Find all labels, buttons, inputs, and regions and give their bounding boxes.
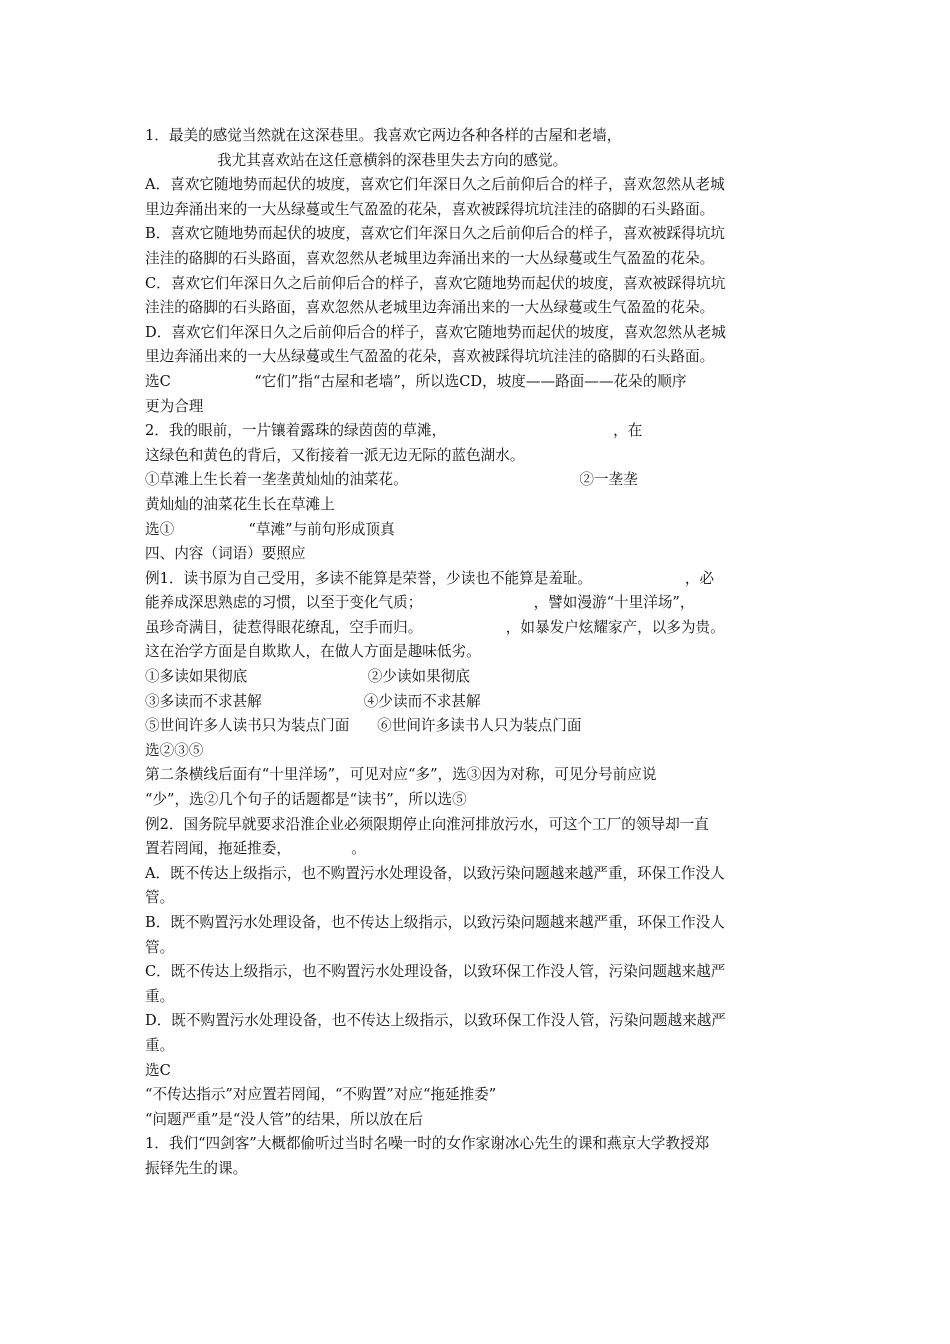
text-line: 我尤其喜欢站在这任意横斜的深巷里失去方向的感觉。 bbox=[217, 151, 568, 169]
text-line: 能养成深思熟虑的习惯，以至于变化气质； ，譬如漫游“十里洋场”， bbox=[145, 594, 695, 612]
text-line: 例2．国务院早就要求沿淮企业必须限期停止向淮河排放污水，可这个工厂的领导却一直 bbox=[145, 815, 709, 833]
text-line: ⑤世间许多人读书只为装点门面 ⑥世间许多读书人只为装点门面 bbox=[145, 717, 582, 735]
text-line: 选C bbox=[145, 1061, 171, 1079]
text-line: 选① “草滩”与前句形成顶真 bbox=[145, 520, 395, 538]
text-line: “不传达指示”对应置若罔闻，“不购置”对应“拖延推委” bbox=[145, 1086, 497, 1104]
text-line: A．既不传达上级指示，也不购置污水处理设备，以致污染问题越来越严重，环保工作没人 bbox=[145, 864, 725, 882]
text-line: ③多读而不求甚解 ④少读而不求甚解 bbox=[145, 692, 481, 710]
text-line: C．喜欢它们年深日久之后前仰后合的样子，喜欢它随地势而起伏的坡度，喜欢被踩得坑坑 bbox=[145, 274, 726, 292]
document-body bbox=[145, 124, 825, 1182]
text-line: 重。 bbox=[145, 1036, 175, 1054]
text-line: 这绿色和黄色的背后，又衔接着一派无边无际的蓝色湖水。 bbox=[145, 446, 525, 464]
text-line: B．喜欢它随地势而起伏的坡度，喜欢它们年深日久之后前仰后合的样子，喜欢被踩得坑坑 bbox=[145, 225, 725, 243]
text-line: 1．我们“四剑客”大概都偷听过当时名噪一时的女作家谢冰心先生的课和燕京大学教授郑 bbox=[145, 1135, 710, 1153]
text-line: 置若罔闻，拖延推委， 。 bbox=[145, 840, 366, 858]
text-line: 洼洼的硌脚的石头路面，喜欢忽然从老城里边奔涌出来的一大丛绿蔓或生气盈盈的花朵。 bbox=[145, 249, 715, 267]
text-line: 选C “它们”指“古屋和老墙”，所以选CD，坡度——路面——花朵的顺序 bbox=[145, 372, 687, 390]
text-line: 选②③⑤ bbox=[145, 741, 204, 759]
text-line: ①多读如果彻底 ②少读如果彻底 bbox=[145, 668, 470, 686]
text-line: D．既不购置污水处理设备，也不传达上级指示，以致环保工作没人管，污染问题越来越严 bbox=[145, 1012, 726, 1030]
text-line: 2．我的眼前，一片镶着露珠的绿茵茵的草滩， ，在 bbox=[145, 422, 643, 440]
text-line: 这在治学方面是自欺欺人，在做人方面是趣味低劣。 bbox=[145, 643, 481, 661]
text-line: 洼洼的硌脚的石头路面，喜欢忽然从老城里边奔涌出来的一大丛绿蔓或生气盈盈的花朵。 bbox=[145, 299, 715, 317]
text-line: 重。 bbox=[145, 987, 175, 1005]
text-line: 第二条横线后面有“十里洋场”，可见对应“多”，选③因为对称，可见分号前应说 bbox=[145, 766, 657, 784]
text-line: 里边奔涌出来的一大丛绿蔓或生气盈盈的花朵，喜欢被踩得坑坑洼洼的硌脚的石头路面。 bbox=[145, 200, 715, 218]
text-line: 例1．读书原为自己受用，多读不能算是荣誉，少读也不能算是羞耻。 ，必 bbox=[145, 569, 715, 587]
text-line: 里边奔涌出来的一大丛绿蔓或生气盈盈的花朵，喜欢被踩得坑坑洼洼的硌脚的石头路面。 bbox=[145, 348, 715, 366]
text-line: ①草滩上生长着一垄垄黄灿灿的油菜花。 ②一垄垄 bbox=[145, 471, 638, 489]
text-line: 管。 bbox=[145, 889, 175, 907]
text-line: 1．最美的感觉当然就在这深巷里。我喜欢它两边各种各样的古屋和老墙， bbox=[145, 127, 622, 144]
text-line: D．喜欢它们年深日久之后前仰后合的样子，喜欢它随地势而起伏的坡度，喜欢忽然从老城 bbox=[145, 323, 726, 341]
text-line: A．喜欢它随地势而起伏的坡度，喜欢它们年深日久之后前仰后合的样子，喜欢忽然从老城 bbox=[145, 176, 725, 194]
text-line: 黄灿灿的油菜花生长在草滩上 bbox=[145, 495, 335, 513]
section-heading: 四、内容（词语）要照应 bbox=[145, 545, 306, 563]
text-line: 振铎先生的课。 bbox=[145, 1159, 248, 1177]
text-line: 更为合理 bbox=[145, 397, 204, 415]
text-line: 管。 bbox=[145, 938, 175, 956]
text-line: 虽珍奇满目，徒惹得眼花缭乱，空手而归。 ，如暴发户炫耀家产，以多为贵。 bbox=[145, 618, 725, 636]
text-line: “少”，选②几个句子的话题都是“读书”，所以选⑤ bbox=[145, 791, 467, 809]
text-line: B．既不购置污水处理设备，也不传达上级指示，以致污染问题越来越严重，环保工作没人 bbox=[145, 914, 725, 931]
text-line: C．既不传达上级指示，也不购置污水处理设备，以致环保工作没人管，污染问题越来越严 bbox=[145, 963, 726, 981]
text-line: “问题严重”是“没人管”的结果，所以放在后 bbox=[145, 1110, 423, 1128]
